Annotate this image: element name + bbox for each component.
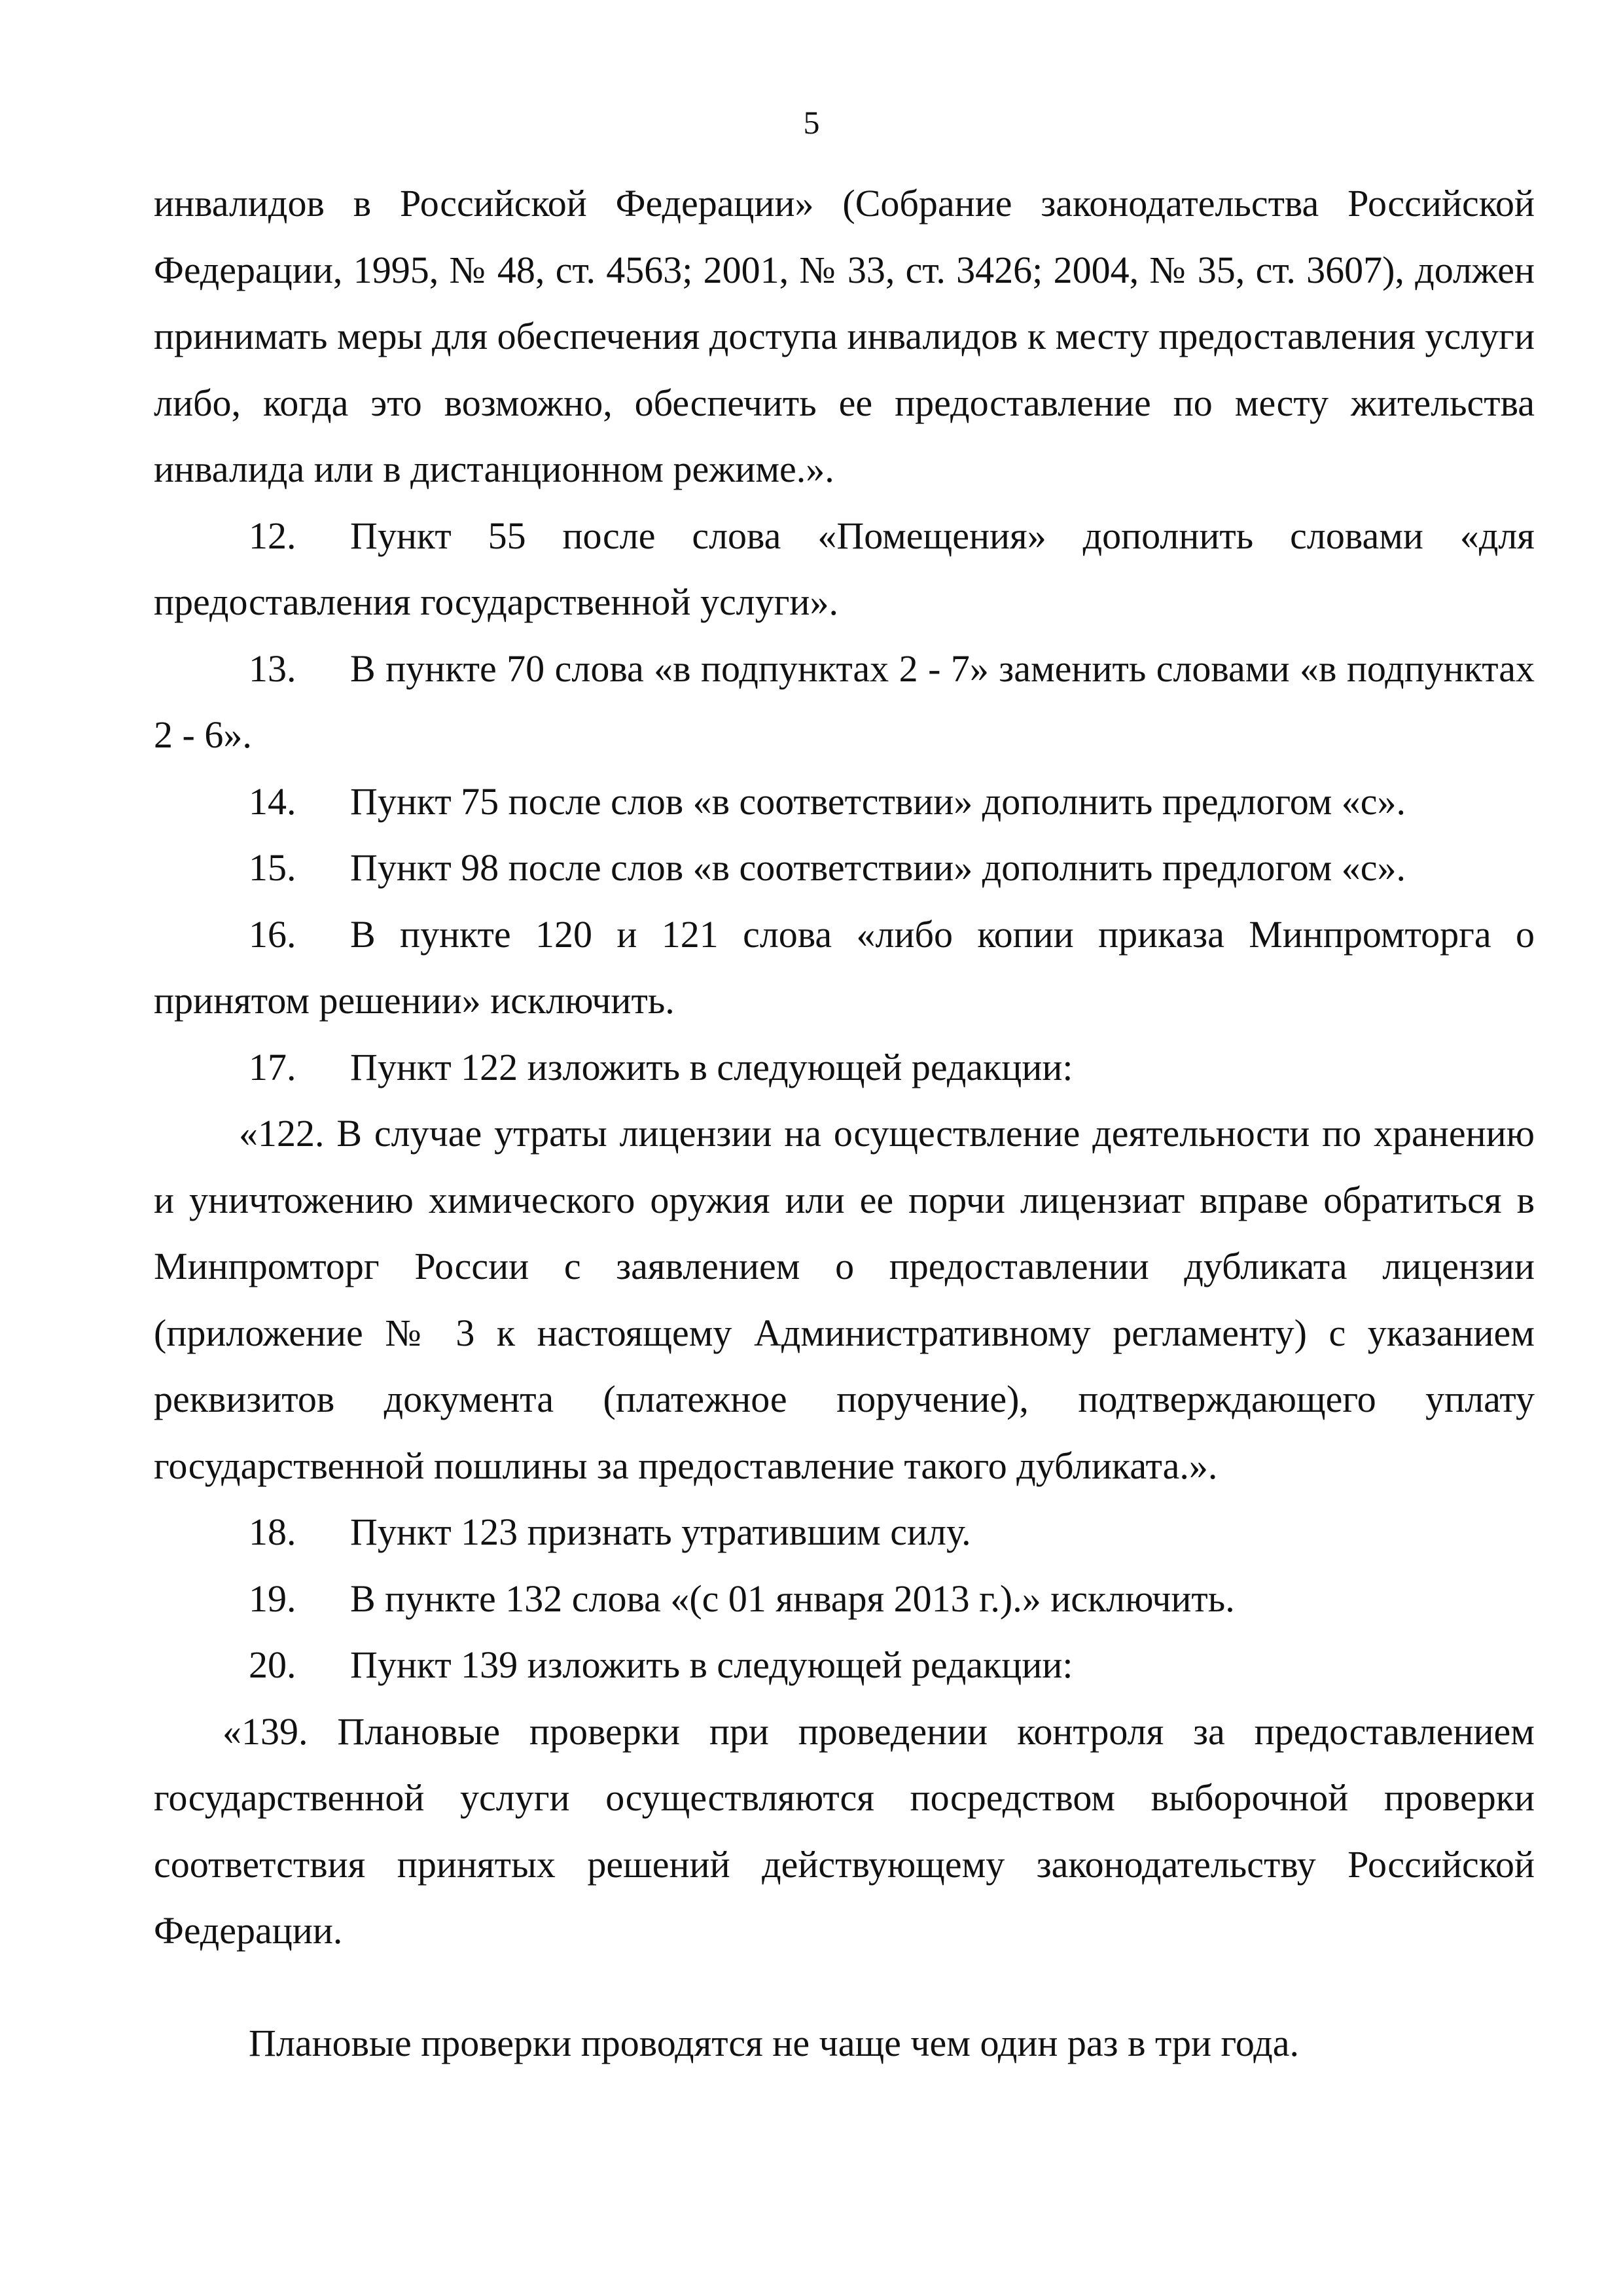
quote-line: Минпромторг России с заявлением о предоставлении дубликата лицензии	[154, 1245, 1535, 1287]
text-line: предоставления государственной услуги».	[154, 581, 838, 623]
item-18	[154, 1499, 1535, 1566]
item-number: 12.	[249, 514, 296, 557]
item-number: 20.	[249, 1643, 296, 1686]
item-text: Пункт 122 изложить в следующей редакции:	[350, 1045, 1073, 1088]
item-14	[154, 768, 1535, 835]
item-19	[154, 1566, 1535, 1632]
item-number: 19.	[249, 1577, 296, 1620]
quote-line: (приложение № 3 к настоящему Административному регламенту) с указанием	[154, 1311, 1535, 1354]
item-number: 13.	[249, 647, 296, 690]
item-13	[154, 636, 1535, 702]
item-12	[154, 503, 1535, 569]
text-line: принятом решении» исключить.	[154, 979, 675, 1022]
item-text: В пункте 70 слова «в подпунктах 2 - 7» заменить словами «в подпунктах	[350, 647, 1535, 690]
item-text: Пункт 55 после слова «Помещения» дополнить словами «для	[350, 514, 1535, 557]
quote-line: и уничтожению химического оружия или ее порчи лицензиат вправе обратиться в	[154, 1178, 1535, 1221]
text-line: принимать меры для обеспечения доступа инвалидов к месту предоставления услуги	[154, 315, 1535, 357]
paragraph-gap	[154, 1964, 1535, 2010]
text-line: либо, когда это возможно, обеспечить ее предоставление по месту жительства	[154, 381, 1535, 424]
text-line: инвалидов в Российской Федерации» (Собрание законодательства Российской	[154, 182, 1535, 224]
item-number: 14.	[249, 780, 296, 823]
item-number: 18.	[249, 1511, 296, 1553]
quote-line: реквизитов документа (платежное поручение), подтверждающего уплату	[154, 1378, 1535, 1420]
text-line: Федерации, 1995, № 48, ст. 4563; 2001, № 33, ст. 3426; 2004, № 35, ст. 3607), должен	[154, 248, 1535, 291]
text-line: 2 - 6».	[154, 713, 252, 756]
item-text: В пункте 120 и 121 слова «либо копии приказа Минпромторга о	[350, 912, 1535, 956]
document-body	[154, 170, 1535, 2076]
item-text: В пункте 132 слова «(с 01 января 2013 г.).» исключить.	[350, 1577, 1235, 1620]
quote-line: «122. В случае утраты лицензии на осуществление деятельности по хранению	[239, 1112, 1535, 1155]
quote-line: «139. Плановые проверки при проведении контроля за предоставлением	[223, 1710, 1535, 1753]
item-text: Пункт 123 признать утратившим силу.	[350, 1511, 971, 1553]
quote-line: Плановые проверки проводятся не чаще чем один раз в три года.	[249, 2021, 1299, 2064]
quote-line: государственной услуги осуществляются посредством выборочной проверки	[154, 1776, 1535, 1819]
page-number: 5	[803, 104, 820, 141]
item-17	[154, 1034, 1535, 1101]
item-text: Пункт 98 после слов «в соответствии» дополнить предлогом «с».	[350, 846, 1406, 889]
item-number: 16.	[249, 912, 296, 956]
item-text: Пункт 139 изложить в следующей редакции:	[350, 1643, 1073, 1686]
quote-line: Федерации.	[154, 1909, 343, 1952]
text-line: инвалида или в дистанционном режиме.».	[154, 448, 834, 490]
quote-line: государственной пошлины за предоставление такого дубликата.».	[154, 1444, 1218, 1487]
item-16	[154, 901, 1535, 968]
item-number: 15.	[249, 846, 296, 889]
item-20	[154, 1632, 1535, 1698]
item-text: Пункт 75 после слов «в соответствии» дополнить предлогом «с».	[350, 780, 1406, 823]
item-15	[154, 834, 1535, 901]
quote-line: соответствия принятых решений действующему законодательству Российской	[154, 1842, 1535, 1886]
item-number: 17.	[249, 1045, 296, 1088]
